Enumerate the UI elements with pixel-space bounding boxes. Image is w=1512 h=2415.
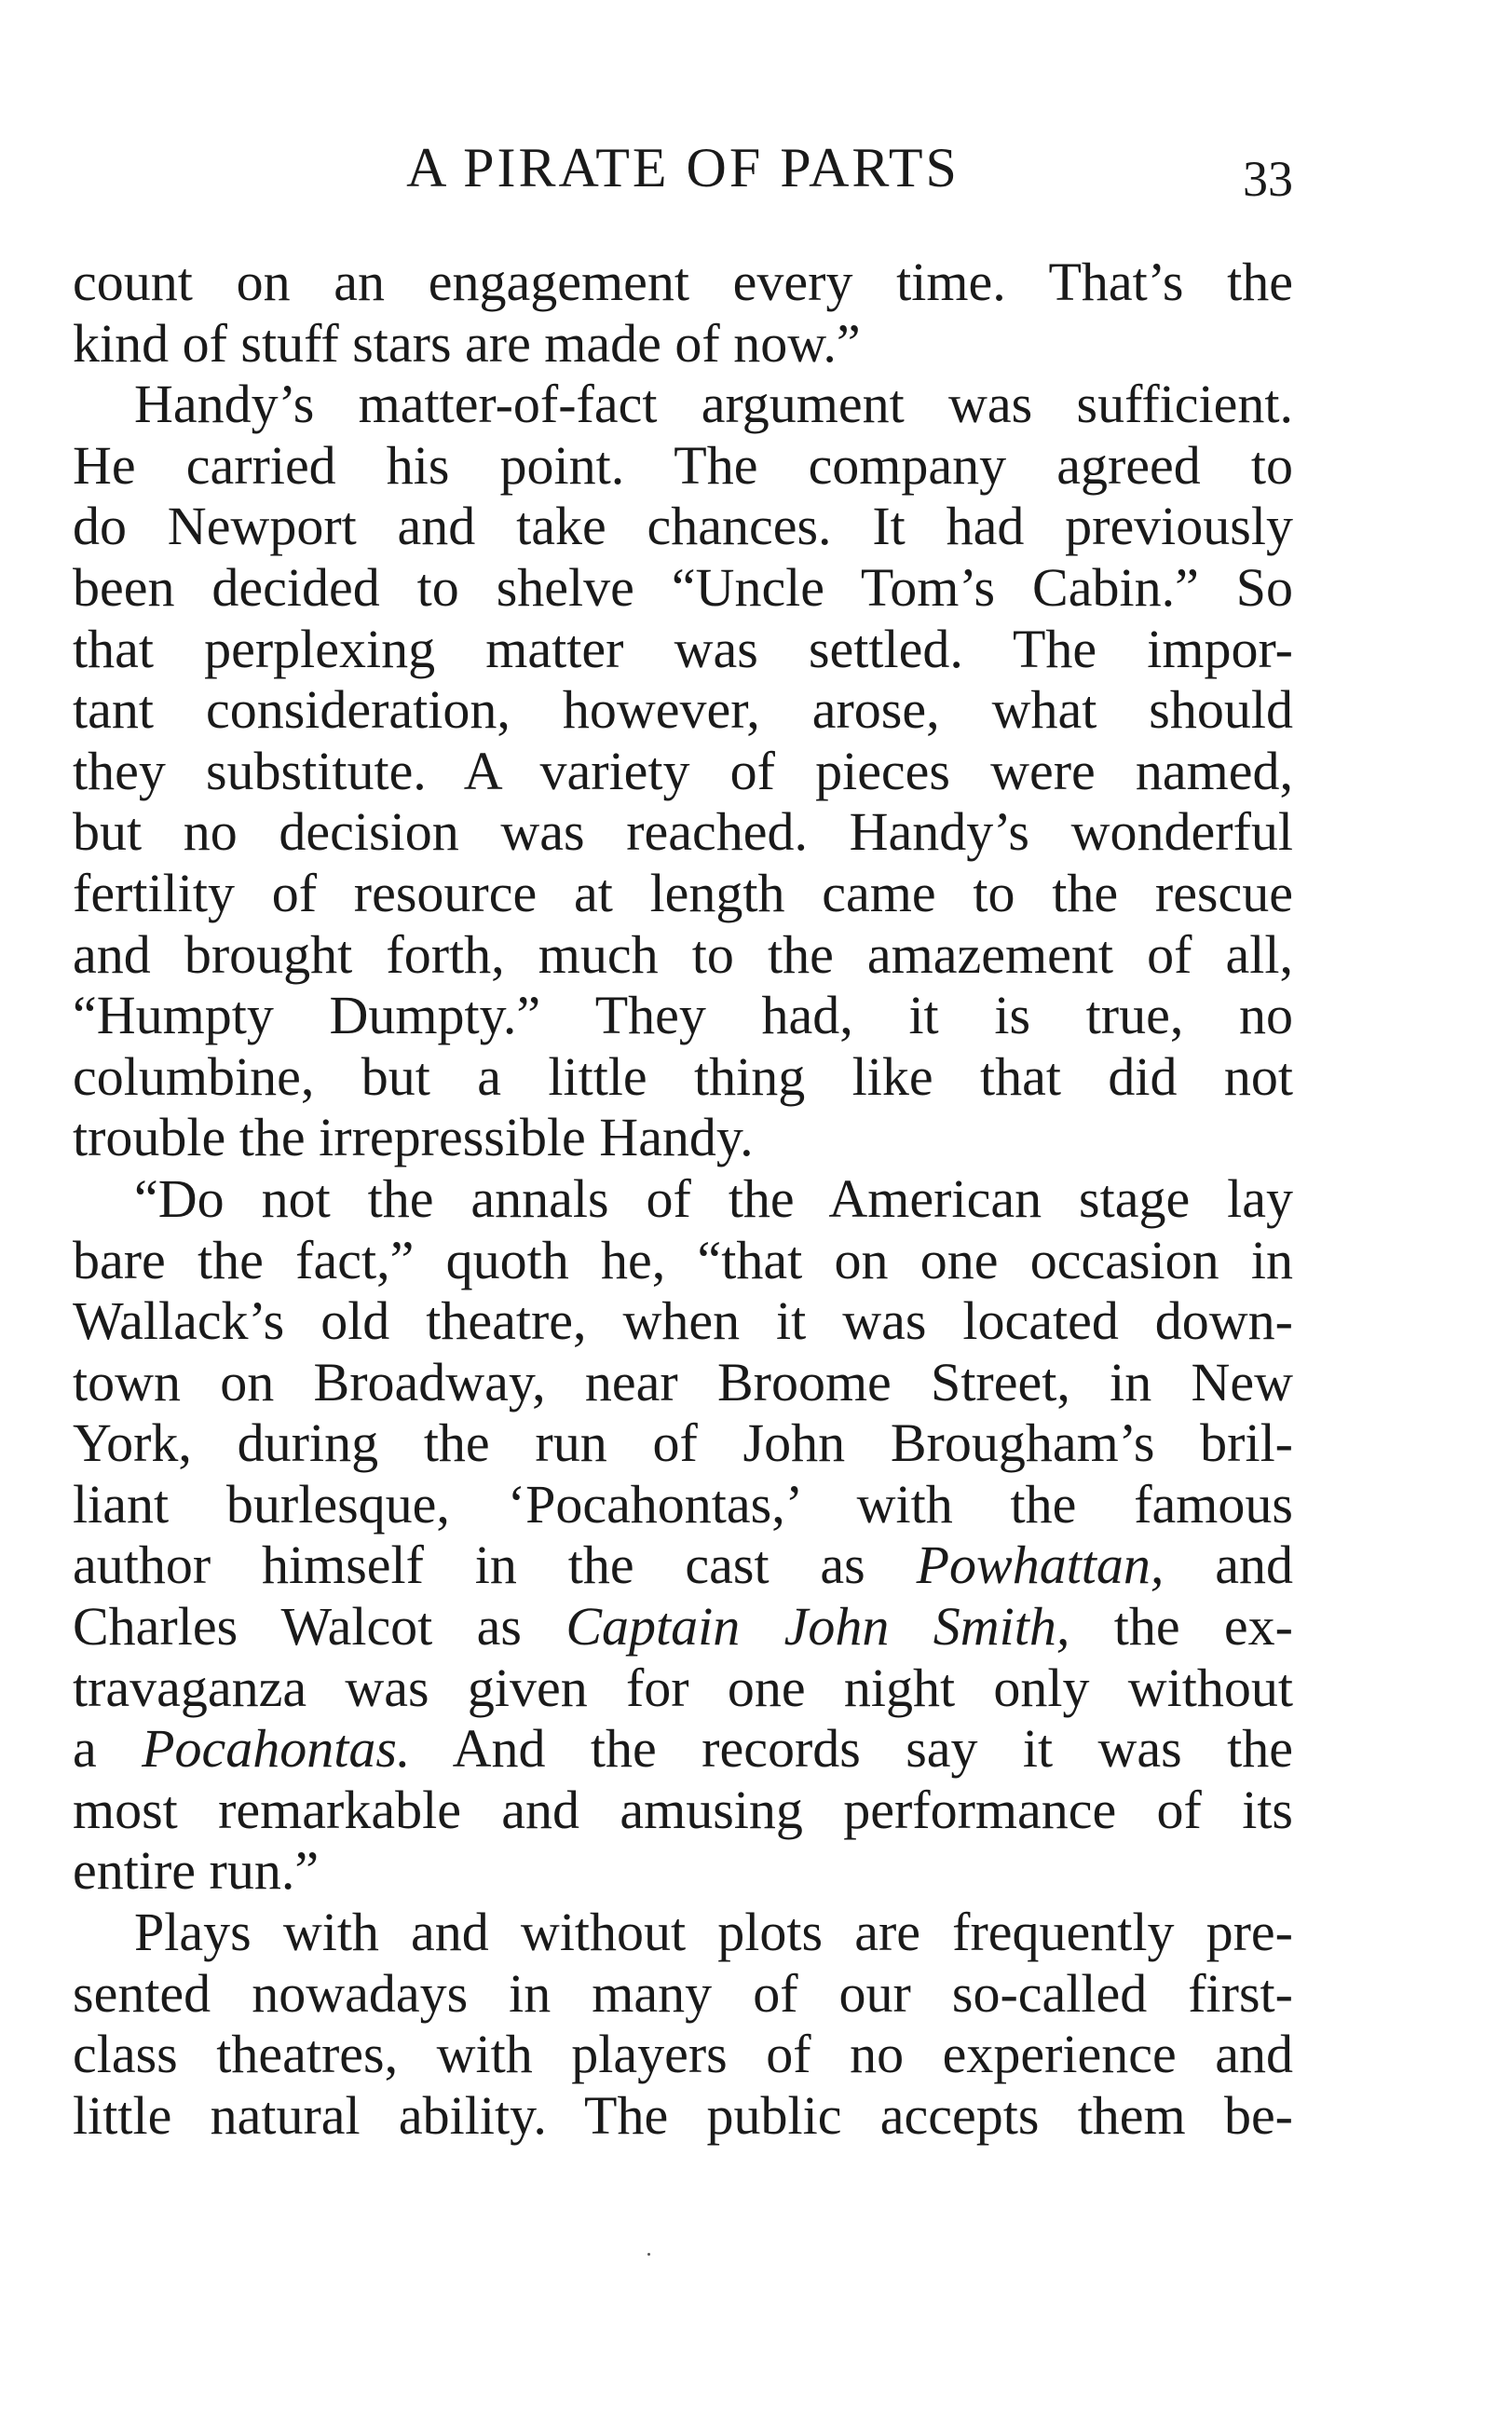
text-line: most remarkable and amusing performance of its [73, 1779, 1293, 1840]
text-line: He carried his point. The company agreed to [73, 434, 1293, 496]
page-header [73, 130, 1293, 205]
text-line: tant consideration, however, arose, what should [73, 679, 1293, 741]
text-line: do Newport and take chances. It had previously [73, 496, 1293, 557]
body-text [73, 252, 1293, 2146]
ink-speck [647, 2253, 650, 2256]
text-line: count on an engagement every time. That’s the [73, 252, 1293, 312]
text-line: town on Broadway, near Broome Street, in New [73, 1351, 1293, 1412]
text-line: trouble the irrepressible Handy. [73, 1107, 754, 1168]
text-line: little natural ability. The public accepts them be- [73, 2084, 1293, 2146]
italic-name: Pocahontas. [142, 1718, 411, 1780]
text-segment: And the records say it was the [410, 1718, 1293, 1780]
text-line: been decided to shelve “Uncle Tom’s Cabin.” So [73, 556, 1293, 618]
running-title: A PIRATE OF PARTS [406, 137, 960, 198]
text-segment: and [1164, 1535, 1293, 1596]
text-line: York, during the run of John Brougham’s bril- [73, 1412, 1293, 1474]
text-segment: author himself in the cast as [73, 1535, 917, 1596]
text-line: columbine, but a little thing like that did not [73, 1045, 1293, 1107]
text-line: class theatres, with players of no experience and [73, 2024, 1293, 2085]
italic-name: Powhattan, [916, 1535, 1165, 1596]
text-line: liant burlesque, ‘Pocahontas,’ with the famous [73, 1473, 1293, 1535]
text-line: travaganza was given for one night only without [73, 1657, 1293, 1718]
text-line: entire run.” [73, 1840, 320, 1902]
text-line: Handy’s matter-of-fact argument was sufficient. [134, 374, 1293, 435]
text-line: but no decision was reached. Handy’s wonderful [73, 801, 1293, 863]
text-line: they substitute. A variety of pieces were named, [73, 740, 1293, 801]
text-line: that perplexing matter was settled. The impor- [73, 618, 1293, 679]
text-segment: the ex- [1069, 1596, 1293, 1658]
text-line: Wallack’s old theatre, when it was located down- [73, 1290, 1293, 1352]
italic-name: Captain John Smith, [565, 1596, 1070, 1658]
text-line: “Humpty Dumpty.” They had, it is true, no [73, 985, 1293, 1046]
text-line: Plays with and without plots are frequently pre- [134, 1902, 1293, 1963]
text-line: sented nowadays in many of our so-called first- [73, 1962, 1293, 2024]
text-line [73, 1596, 1293, 1658]
text-line: fertility of resource at length came to the rescue [73, 862, 1293, 923]
text-line [73, 1718, 1293, 1780]
text-line [73, 1535, 1293, 1596]
text-line: and brought forth, much to the amazement of all, [73, 923, 1293, 985]
text-segment: a [73, 1718, 143, 1780]
text-line: “Do not the annals of the American stage lay [134, 1167, 1293, 1229]
text-segment: Charles Walcot as [73, 1596, 566, 1658]
page-number: 33 [1243, 151, 1293, 207]
text-line: bare the fact,” quoth he, “that on one occasion in [73, 1229, 1293, 1290]
text-line: kind of stuff stars are made of now.” [73, 312, 861, 374]
